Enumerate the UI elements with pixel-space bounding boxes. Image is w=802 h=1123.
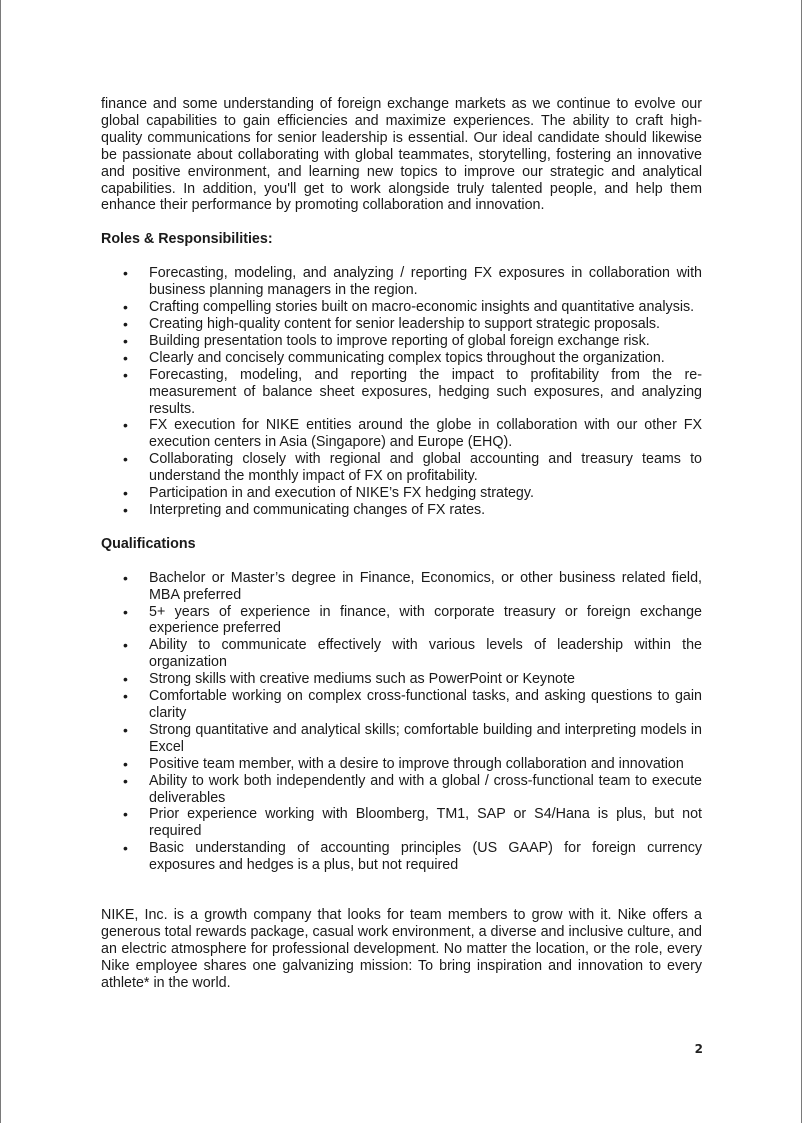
roles-item: • Forecasting, modeling, and reporting the impact to profitability from the re-measurement of balance sheet exposures, hedging such exposures, and analyzing results. xyxy=(101,367,702,418)
qualifications-item: • Prior experience working with Bloomberg, TM1, SAP or S4/Hana is plus, but not required xyxy=(101,806,702,840)
qualifications-item: • Ability to work both independently and with a global / cross-functional team to execute deliverables xyxy=(101,773,702,807)
page-content xyxy=(101,96,702,992)
qualifications-item: • Positive team member, with a desire to improve through collaboration and innovation xyxy=(101,756,702,773)
roles-item: • Participation in and execution of NIKE’s FX hedging strategy. xyxy=(101,485,702,502)
closing-paragraph: NIKE, Inc. is a growth company that looks for team members to grow with it. Nike offers a generous total rewards package, casual work environment, a diverse and inclusive culture, and an electric atmosphere for professional development. No matter the location, or the role, every Nike employee shares one galvanizing mission: To bring inspiration and innovation to every athlete* in the world. xyxy=(101,907,702,991)
qualifications-item: • 5+ years of experience in finance, with corporate treasury or foreign exchange experience preferred xyxy=(101,604,702,638)
roles-list xyxy=(101,265,702,519)
qualifications-item: • Strong quantitative and analytical skills; comfortable building and interpreting models in Excel xyxy=(101,722,702,756)
roles-item: • Collaborating closely with regional and global accounting and treasury teams to understand the monthly impact of FX on profitability. xyxy=(101,451,702,485)
qualifications-item: • Strong skills with creative mediums such as PowerPoint or Keynote xyxy=(101,671,702,688)
roles-heading: Roles & Responsibilities: xyxy=(101,231,273,248)
roles-item: • Crafting compelling stories built on macro-economic insights and quantitative analysis. xyxy=(101,299,702,316)
qualifications-list xyxy=(101,570,702,874)
qualifications-item: • Comfortable working on complex cross-functional tasks, and asking questions to gain clarity xyxy=(101,688,702,722)
roles-item: • Building presentation tools to improve reporting of global foreign exchange risk. xyxy=(101,333,702,350)
page-number: 2 xyxy=(694,1042,703,1056)
qualifications-item: • Basic understanding of accounting principles (US GAAP) for foreign currency exposures and hedges is a plus, but not required xyxy=(101,840,702,874)
roles-item: • Forecasting, modeling, and analyzing / reporting FX exposures in collaboration with business planning managers in the region. xyxy=(101,265,702,299)
roles-item: • Clearly and concisely communicating complex topics throughout the organization. xyxy=(101,350,702,367)
qualifications-item: • Ability to communicate effectively with various levels of leadership within the organization xyxy=(101,637,702,671)
intro-paragraph: finance and some understanding of foreign exchange markets as we continue to evolve our global capabilities to gain efficiencies and maximize experiences. The ability to craft high-quality communications for senior leadership is essential. Our ideal candidate should likewise be passionate about collaborating with global teammates, storytelling, fostering an innovative and positive environment, and learning new topics to improve our strategic and analytical capabilities. In addition, you'll get to work alongside truly talented people, and help them enhance their performance by promoting collaboration and innovation. xyxy=(101,96,702,214)
roles-item: • FX execution for NIKE entities around the globe in collaboration with our other FX execution centers in Asia (Singapore) and Europe (EHQ). xyxy=(101,417,702,451)
roles-item: • Interpreting and communicating changes of FX rates. xyxy=(101,502,702,519)
qualifications-item: • Bachelor or Master’s degree in Finance, Economics, or other business related field, MBA preferred xyxy=(101,570,702,604)
qualifications-heading: Qualifications xyxy=(101,535,196,552)
roles-item: • Creating high-quality content for senior leadership to support strategic proposals. xyxy=(101,316,702,333)
